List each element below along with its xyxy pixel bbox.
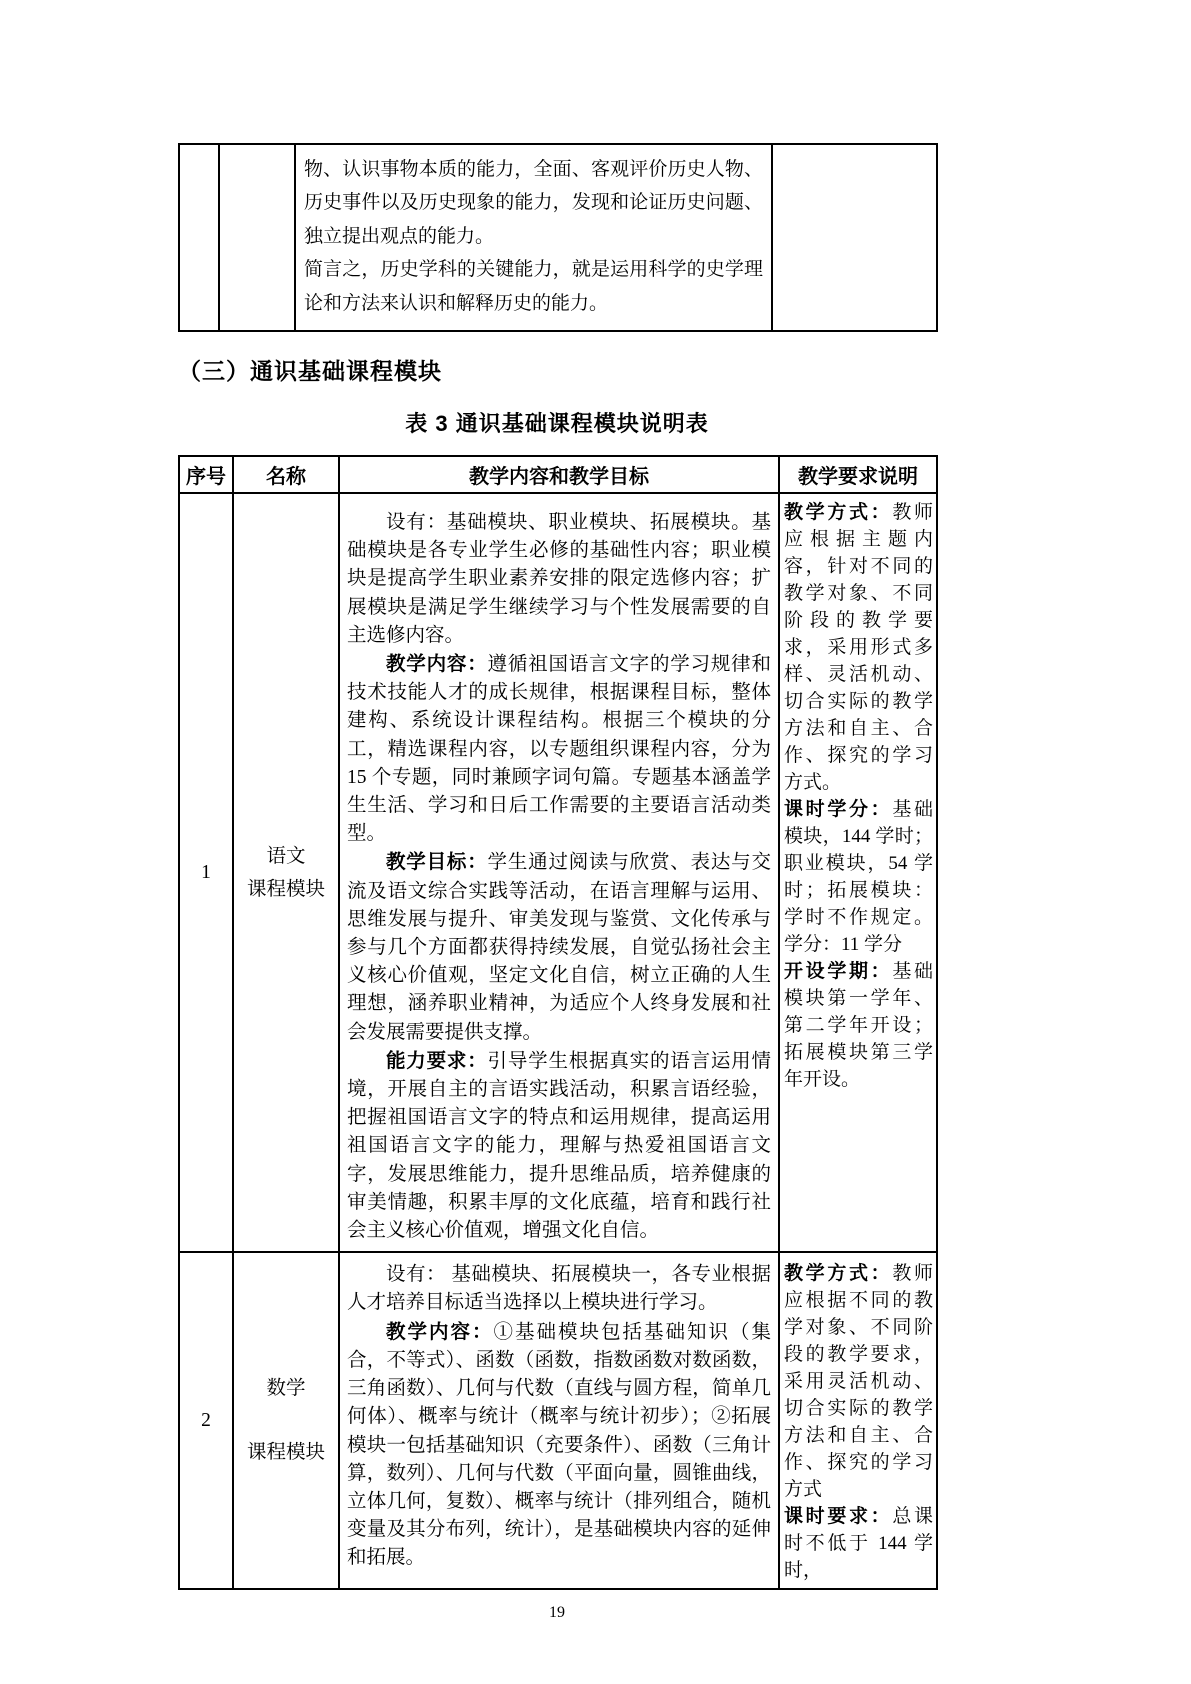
fragment-no-cell (179, 144, 219, 331)
table-row (179, 1252, 937, 1589)
requirement-paragraph (784, 1503, 933, 1584)
requirement-paragraph (784, 1260, 933, 1503)
paragraph-label: 教学目标： (386, 851, 488, 874)
content-paragraph (347, 1260, 771, 1317)
paragraph-text: 基础模块第一学年、第二学年开设；拓展模块第三学年开设。 (784, 961, 933, 1090)
paragraph-text: 总课时不低于 144 学时， (784, 1506, 933, 1582)
fragment-row (179, 144, 937, 331)
paragraph-text: 设有：基础模块、职业模块、拓展模块。基础模块是各专业学生必修的基础性内容；职业模块是提高学生职业素养安排的限定选修内容；扩展模块是满足学生继续学习与个性发展需要的自主选修内容。 (347, 512, 771, 646)
row-no-cell: 1 (179, 493, 233, 1252)
previous-table-fragment (178, 143, 938, 332)
paragraph-text: ①基础模块包括基础知识（集合，不等式）、函数（函数，指数函数对数函数，三角函数）、几何与代数（直线与圆方程，简单几何体）、概率与统计（概率与统计初步）；②拓展模块一包括基础知识（充要条件）、函数（三角计算，数列）、几何与代数（平面向量，圆锥曲线，立体几何，复数）、概率与统计（排列组合，随机变量及其分布列，统计），是基础模块内容的延伸和拓展。 (347, 1321, 771, 1569)
column-header-content: 教学内容和教学目标 (339, 456, 779, 493)
fragment-requirements-cell (772, 144, 937, 331)
content-paragraph (347, 650, 771, 848)
fragment-paragraph: 物、认识事物本质的能力，全面、客观评价历史人物、历史事件以及历史现象的能力，发现和论证历史问题、独立提出观点的能力。 (304, 159, 763, 247)
row-requirements-cell (779, 493, 937, 1252)
paragraph-text: 教师应根据主题内容，针对不同的教学对象、不同阶段的教学要求，采用形式多样、灵活机动、切合实际的教学方法和自主、合作、探究的学习方式。 (784, 502, 933, 793)
requirement-paragraph (784, 796, 933, 958)
row-name-line: 数学 (266, 1378, 306, 1400)
paragraph-label: 教学内容： (386, 653, 488, 676)
paragraph-label: 课时学分： (784, 799, 893, 820)
row-name-line: 课程模块 (246, 878, 325, 900)
paragraph-label: 能力要求： (386, 1049, 488, 1072)
paragraph-text: 基础模块，144 学时；职业模块，54 学时；拓展模块：学时不作规定。学分：11 学分 (784, 799, 933, 955)
fragment-name-cell (219, 144, 295, 331)
paragraph-label: 开设学期： (784, 961, 893, 982)
paragraph-text: 引导学生根据真实的语言运用情境，开展自主的言语实践活动，积累言语经验，把握祖国语言文字的特点和运用规律，提高运用祖国语言文字的能力，理解与热爱祖国语言文字，发展思维能力，提升思维品质，培养健康的审美情趣，积累丰厚的文化底蕴，培育和践行社会主义核心价值观，增强文化自信。 (347, 1050, 771, 1242)
row-name-line: 语文 (266, 845, 306, 867)
paragraph-label: 教学方式： (784, 1263, 893, 1285)
section-heading: （三）通识基础课程模块 (178, 358, 442, 384)
content-paragraph (347, 508, 771, 650)
content-paragraph (347, 1318, 771, 1573)
column-header-no: 序号 (179, 456, 233, 493)
page-number: 19 (549, 1604, 565, 1621)
row-name-cell (233, 493, 339, 1252)
paragraph-label: 课时要求： (784, 1506, 893, 1528)
paragraph-label: 教学方式： (784, 502, 893, 523)
content-paragraph (347, 848, 771, 1046)
row-name-line: 课程模块 (246, 1442, 325, 1464)
requirement-paragraph (784, 499, 933, 796)
table-row (179, 493, 937, 1252)
paragraph-text: 遵循祖国语言文字的学习规律和技术技能人才的成长规律，根据课程目标，整体建构、系统设计课程结构。根据三个模块的分工，精选课程内容，以专题组织课程内容，分为 15 个专题，同时兼顾字词句篇。专题基本涵盖学生生活、学习和日后工作需要的主要语言活动类型。 (347, 654, 771, 845)
column-header-name: 名称 (233, 456, 339, 493)
row-content-cell (339, 1252, 779, 1589)
paragraph-text: 学生通过阅读与欣赏、表达与交流及语文综合实践等活动，在语言理解与运用、思维发展与提升、审美发现与鉴赏、文化传承与参与几个方面都获得持续发展，自觉弘扬社会主义核心价值观，坚定文化自信，树立正确的人生理想，涵养职业精神，为适应个人终身发展和社会发展需要提供支撑。 (347, 852, 771, 1043)
fragment-content-cell (295, 144, 772, 331)
column-header-requirements: 教学要求说明 (779, 456, 937, 493)
row-name-cell (233, 1252, 339, 1589)
table-caption: 表 3 通识基础课程模块说明表 (405, 411, 709, 436)
paragraph-text: 教师应根据不同的教学对象、不同阶段的教学要求，采用灵活机动、切合实际的教学方法和自主、合作、探究的学习方式 (784, 1263, 933, 1501)
row-no-cell: 2 (179, 1252, 233, 1589)
row-content-cell (339, 493, 779, 1252)
requirement-paragraph (784, 958, 933, 1093)
content-paragraph (347, 1047, 771, 1245)
paragraph-label: 教学内容： (386, 1320, 494, 1343)
module-table (178, 455, 938, 1590)
table-header-row (179, 456, 937, 493)
row-requirements-cell (779, 1252, 937, 1589)
fragment-paragraph: 简言之，历史学科的关键能力，就是运用科学的史学理论和方法来认识和解释历史的能力。 (304, 259, 763, 314)
paragraph-text: 设有： 基础模块、拓展模块一，各专业根据人才培养目标适当选择以上模块进行学习。 (347, 1264, 771, 1314)
